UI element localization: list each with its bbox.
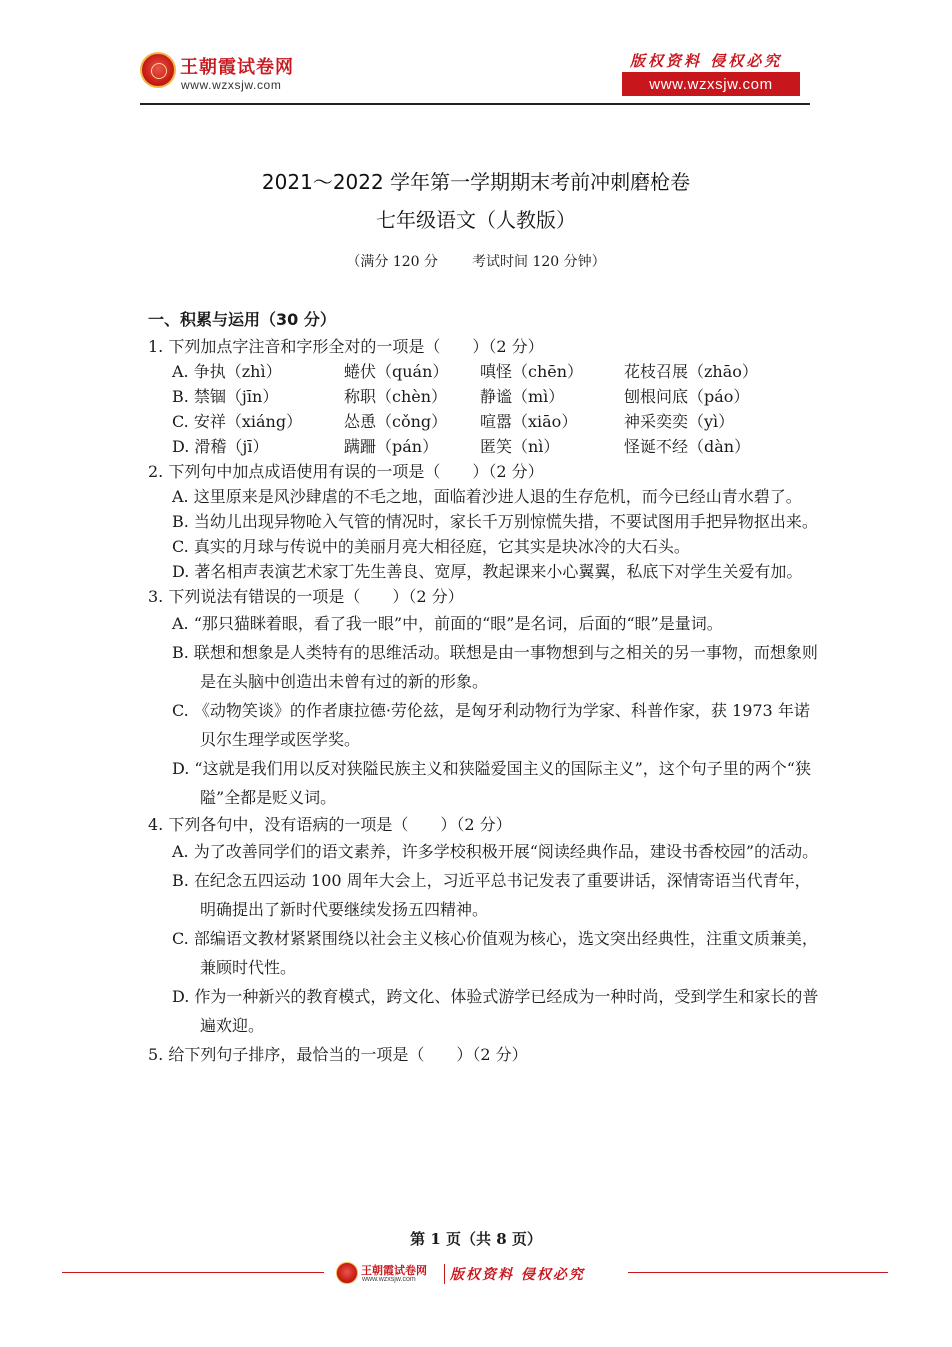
exam-info bbox=[0, 251, 952, 271]
option-cell: C. 安祥（xiáng） bbox=[172, 412, 303, 431]
option-b: B. 联想和想象是人类特有的思维活动。联想是由一事物想到与之相关的另一事物，而想象则是在头脑中创造出未曾有过的新的形象。 bbox=[172, 643, 818, 691]
question-stem: 2. 下列句中加点成语使用有误的一项是（ ）（2 分） bbox=[148, 462, 544, 481]
seal-logo-icon bbox=[140, 52, 176, 88]
question-2 bbox=[148, 459, 820, 584]
section-heading: 一、积累与运用（30 分） bbox=[148, 310, 336, 329]
question-4 bbox=[148, 812, 820, 1040]
site-url-banner: www.wzxsjw.com bbox=[622, 72, 800, 96]
option-cell: 刨根问底（páo） bbox=[624, 387, 750, 406]
question-stem: 3. 下列说法有错误的一项是（ ）（2 分） bbox=[148, 587, 464, 606]
header-divider bbox=[140, 103, 810, 105]
option-cell: 蹒跚（pán） bbox=[344, 437, 439, 456]
footer-divider-left bbox=[62, 1272, 324, 1273]
option-c: C. 部编语文教材紧紧围绕以社会主义核心价值观为核心，选文突出经典性，注重文质兼美，兼顾时代性。 bbox=[172, 929, 818, 977]
copyright-slogan: 版权资料 侵权必究 bbox=[630, 52, 783, 70]
option-cell: 称职（chèn） bbox=[344, 387, 448, 406]
option-cell: B. 禁锢（jīn） bbox=[172, 387, 279, 406]
brand-name: 王朝霞试卷网 bbox=[180, 57, 294, 78]
question-stem: 5. 给下列句子排序，最恰当的一项是（ ）（2 分） bbox=[148, 1045, 528, 1064]
exam-subtitle: 七年级语文（人教版） bbox=[376, 208, 576, 232]
option-cell: 花枝召展（zhāo） bbox=[624, 362, 758, 381]
option-c: C. 《动物笑谈》的作者康拉德·劳伦兹，是匈牙利动物行为学家、科普作家，获 1973 年诺贝尔生理学或医学奖。 bbox=[172, 701, 810, 749]
option-cell: A. 争执（zhì） bbox=[172, 362, 282, 381]
full-score: （满分 120 分 bbox=[346, 254, 438, 270]
option-cell: D. 滑稽（jī） bbox=[172, 437, 269, 456]
option-cell: 静谧（mì） bbox=[480, 387, 565, 406]
option-d: D. 著名相声表演艺术家丁先生善良、宽厚，教起课来小心翼翼，私底下对学生关爱有加。 bbox=[172, 562, 803, 581]
footer-brand-name: 王朝霞试卷网 bbox=[361, 1264, 427, 1277]
option-a: A. 为了改善同学们的语文素养，许多学校积极开展“阅读经典作品，建设书香校园”的活动。 bbox=[172, 842, 819, 861]
option-d: D. “这就是我们用以反对狭隘民族主义和狭隘爱国主义的国际主义”，这个句子里的两个“狭隘”全都是贬义词。 bbox=[172, 759, 811, 807]
option-c: C. 真实的月球与传说中的美丽月亮大相径庭，它其实是块冰冷的大石头。 bbox=[172, 537, 690, 556]
page-number: 第 1 页（共 8 页） bbox=[410, 1230, 542, 1248]
question-5 bbox=[148, 1042, 820, 1067]
question-1 bbox=[148, 334, 820, 459]
option-a: A. 这里原来是风沙肆虐的不毛之地，面临着沙进人退的生存危机，而今已经山青水碧了。 bbox=[172, 487, 802, 506]
option-b: B. 在纪念五四运动 100 周年大会上，习近平总书记发表了重要讲话，深情寄语当代青年，明确提出了新时代要继续发扬五四精神。 bbox=[172, 871, 811, 919]
option-cell: 怪诞不经（dàn） bbox=[624, 437, 751, 456]
footer-divider-right bbox=[628, 1272, 888, 1273]
brand-url: www.wzxsjw.com bbox=[181, 78, 282, 92]
footer-slogan: 版权资料 侵权必究 bbox=[450, 1267, 585, 1283]
exam-time: 考试时间 120 分钟） bbox=[472, 254, 606, 270]
option-cell: 匿笑（nì） bbox=[480, 437, 560, 456]
option-d: D. 作为一种新兴的教育模式，跨文化、体验式游学已经成为一种时尚，受到学生和家长的普遍欢迎。 bbox=[172, 987, 819, 1035]
option-cell: 嗔怪（chēn） bbox=[480, 362, 584, 381]
exam-body bbox=[148, 308, 820, 1067]
footer-brand-url: www.wzxsjw.com bbox=[362, 1276, 416, 1283]
footer-separator bbox=[444, 1264, 445, 1284]
exam-title: 2021～2022 学年第一学期期末考前冲刺磨枪卷 bbox=[261, 170, 691, 194]
seal-logo-icon bbox=[336, 1262, 358, 1284]
question-3 bbox=[148, 584, 820, 812]
question-stem: 4. 下列各句中，没有语病的一项是（ ）（2 分） bbox=[148, 815, 512, 834]
option-cell: 怂恿（cǒng） bbox=[344, 412, 448, 431]
option-b: B. 当幼儿出现异物呛入气管的情况时，家长千万别惊慌失措，不要试图用手把异物抠出来。 bbox=[172, 512, 818, 531]
option-a: A. “那只猫眯着眼，看了我一眼”中，前面的“眼”是名词，后面的“眼”是量词。 bbox=[172, 614, 723, 633]
question-stem: 1. 下列加点字注音和字形全对的一项是（ ）（2 分） bbox=[148, 337, 544, 356]
option-cell: 喧嚣（xiāo） bbox=[480, 412, 578, 431]
page-header bbox=[0, 0, 952, 110]
option-cell: 蜷伏（quán） bbox=[344, 362, 449, 381]
option-cell: 神采奕奕（yì） bbox=[624, 412, 735, 431]
option-grid bbox=[148, 359, 820, 459]
